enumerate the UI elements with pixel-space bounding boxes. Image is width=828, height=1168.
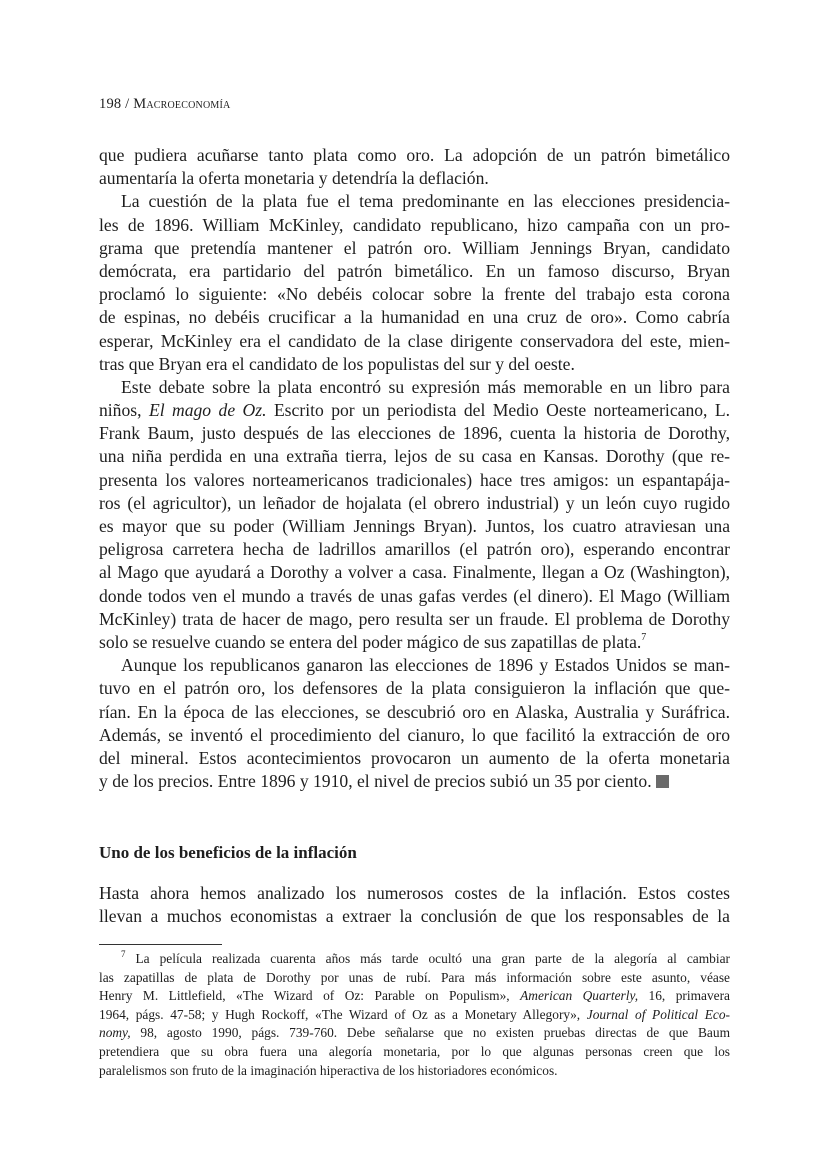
text-line: donde todos ven el mundo a través de unas gafas verdes (el dinero). El Mago (William: [99, 585, 730, 606]
text-line: que pudiera acuñarse tanto plata como oro. La adopción de un patrón bimetálico: [99, 145, 730, 165]
text-line: les de 1896. William McKinley, candidato republicano, hizo campaña con un pro-: [99, 214, 730, 235]
footnote-line: pretendiera que su obra fuera una alegoría monetaria, por lo que algunas personas creen que los: [99, 1043, 730, 1059]
footnote-divider: [99, 944, 222, 945]
header-separator: /: [121, 96, 134, 112]
text-line: [99, 399, 730, 422]
end-of-box-square-icon: [656, 775, 669, 788]
text-fragment: y de los precios. Entre 1896 y 1910, el nivel de precios subió un 35 por ciento.: [99, 771, 652, 792]
text-line: llevan a muchos economistas a extraer la conclusión de que los responsables de la: [99, 906, 730, 927]
text-fragment: Henry M. Littlefield, «The Wizard of Oz: Parable on Populism»,: [99, 988, 521, 1004]
text-line: ros (el agricultor), un leñador de hojalata (el obrero industrial) y un león cuyo rugido: [99, 492, 730, 513]
book-title-italic: El mago de Oz.: [148, 400, 267, 421]
text-line: de espinas, no debéis crucificar a la humanidad en una cruz de oro». Como cabría: [99, 307, 730, 328]
text-line: demócrata, era partidario del patrón bimetálico. En un famoso discurso, Bryan: [99, 260, 730, 281]
text-line: esperar, McKinley era el candidato de la clase dirigente conservadora del este, mien-: [99, 330, 730, 351]
text-fragment: La película realizada cuarenta años más tarde ocultó una gran parte de la alegoría al cambiar: [135, 951, 730, 966]
footnote-line: [99, 950, 730, 969]
text-line: [99, 631, 730, 654]
text-line: Frank Baum, justo después de las elecciones de 1896, cuenta la historia de Dorothy,: [99, 423, 730, 444]
section-body-text: [99, 882, 730, 928]
text-fragment: solo se resuelve cuando se entera del poder mágico de sus zapatillas de plata.: [99, 631, 642, 652]
journal-title: Journal of Political Eco-: [586, 1006, 731, 1022]
text-fragment: 16, primavera: [638, 988, 730, 1004]
text-line: rían. En la época de las elecciones, se descubrió oro en Alaska, Australia y Suráfrica.: [99, 701, 730, 722]
text-line: tuvo en el patrón oro, los defensores de la plata consiguieron la inflación que que-: [99, 678, 730, 699]
section-heading: Uno de los beneficios de la inflación: [99, 843, 357, 862]
text-line: [99, 770, 730, 793]
journal-title: American Quarterly,: [520, 988, 639, 1004]
footnote-line: [99, 1024, 730, 1043]
book-title: Macroeconomía: [133, 96, 231, 112]
text-line: al Mago que ayudará a Dorothy a volver a casa. Finalmente, llegan a Oz (Washington),: [99, 562, 730, 583]
text-line: McKinley) trata de hacer de mago, pero resulta ser un fraude. El problema de Dorothy: [99, 608, 730, 629]
text-line: tras que Bryan era el candidato de los populistas del sur y del oeste.: [99, 353, 575, 374]
text-line: proclamó lo siguiente: «No debéis colocar sobre la frente del trabajo esta corona: [99, 284, 730, 305]
footnote-reference[interactable]: 7: [641, 631, 647, 643]
footnote-line: las zapatillas de plata de Dorothy por unas de rubí. Para más información sobre este asunto, véase: [99, 969, 730, 985]
footnote-7: [99, 950, 730, 1080]
text-line: Este debate sobre la plata encontró su expresión más memorable en un libro para: [121, 376, 730, 397]
text-line: Aunque los republicanos ganaron las elecciones de 1896 y Estados Unidos se man-: [121, 655, 730, 676]
text-fragment: 1964, págs. 47-58; y Hugh Rockoff, «The Wizard of Oz as a Monetary Allegory»,: [99, 1006, 587, 1022]
journal-title: nomy,: [99, 1025, 131, 1041]
footnote-line: [99, 987, 730, 1006]
text-line: Además, se inventó el procedimiento del cianuro, lo que facilitó la extracción de oro: [99, 724, 730, 745]
text-line: una niña perdida en una extraña tierra, lejos de su casa en Kansas. Dorothy (que re-: [99, 446, 730, 467]
text-fragment: Escrito por un periodista del Medio Oeste norteamericano, L.: [273, 400, 730, 421]
page-number: 198: [99, 96, 122, 112]
footnote-line: [99, 1006, 730, 1025]
text-line: del mineral. Estos acontecimientos provocaron un aumento de la oferta monetaria: [99, 747, 730, 768]
footnote-number: 7: [121, 949, 126, 959]
text-line: aumentaría la oferta monetaria y detendría la deflación.: [99, 168, 489, 189]
text-line: Hasta ahora hemos analizado los numerosos costes de la inflación. Estos costes: [99, 883, 730, 903]
text-fragment: niños,: [99, 400, 149, 421]
running-head: [99, 96, 230, 113]
text-line: grama que pretendía mantener el patrón oro. William Jennings Bryan, candidato: [99, 237, 730, 258]
text-line: presenta los valores norteamericanos tradicionales) hace tres amigos: un espantapája-: [99, 469, 730, 490]
body-text: [99, 144, 730, 793]
text-line: peligrosa carretera hecha de ladrillos amarillos (el patrón oro), esperando encontrar: [99, 539, 730, 560]
footnote-line: paralelismos son fruto de la imaginación hiperactiva de los historiadores económicos.: [99, 1062, 558, 1078]
text-fragment: 98, agosto 1990, págs. 739-760. Debe señalarse que no existen pruebas directas de que Baum: [130, 1025, 730, 1041]
text-line: La cuestión de la plata fue el tema predominante en las elecciones presidencia-: [121, 191, 730, 212]
text-line: es mayor que su poder (William Jennings Bryan). Juntos, los cuatro atraviesan una: [99, 516, 730, 536]
